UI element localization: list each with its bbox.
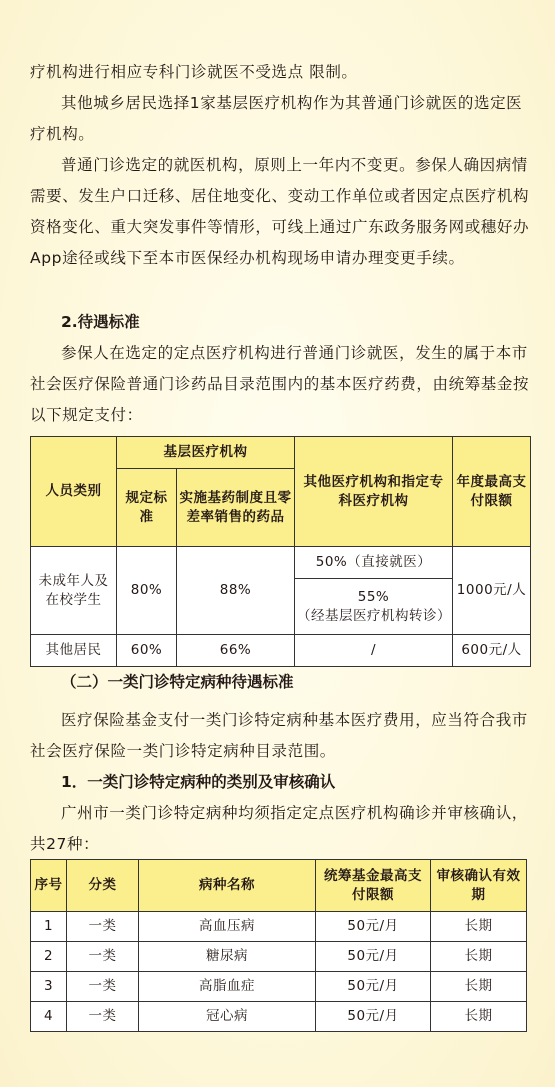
cell-minor-other-referral-rate: 55% [357, 588, 390, 605]
table-row [31, 1002, 527, 1032]
cell-other-residents-category: 其他居民 [31, 635, 117, 667]
cell-minor-other-direct: 50%（直接就医） [295, 547, 453, 579]
cell-minor-category: 未成年人及在校学生 [31, 547, 117, 635]
cell-serial: 4 [31, 1002, 67, 1032]
header-annual-cap: 年度最高支付限额 [453, 437, 531, 547]
table-row [31, 912, 527, 942]
cell-validity: 长期 [431, 942, 527, 972]
cell-other-residents-cap: 600元/人 [453, 635, 531, 667]
table-row [31, 942, 527, 972]
header-serial: 序号 [31, 860, 67, 912]
header-person-category: 人员类别 [31, 437, 117, 547]
cell-max-payment: 50元/月 [316, 972, 431, 1002]
cell-class: 一类 [67, 912, 139, 942]
cell-max-payment: 50元/月 [316, 912, 431, 942]
paragraph-p1: 疗机构进行相应专科门诊就医不受选点 限制。 [30, 63, 358, 81]
header-validity: 审核确认有效期 [431, 860, 527, 912]
paragraph-p4: 参保人在选定的定点医疗机构进行普通门诊就医，发生的属于本市社会医疗保险普通门诊药品目录范围内的基本医疗药费，由统筹基金按以下规定支付： [30, 344, 530, 424]
header-standard-rate: 规定标准 [117, 469, 177, 547]
cell-other-residents-essential: 66% [177, 635, 295, 667]
cell-other-residents-other: / [295, 635, 453, 667]
heading-special-disease-category: 1．一类门诊特定病种的类别及审核确认 [61, 773, 336, 791]
paragraph-p6: 广州市一类门诊特定病种均须指定定点医疗机构确诊并审核确认，共27种： [30, 804, 528, 853]
cell-class: 一类 [67, 942, 139, 972]
header-max-payment: 统筹基金最高支付限额 [316, 860, 431, 912]
table-row [31, 972, 527, 1002]
cell-disease-name: 糖尿病 [139, 942, 316, 972]
heading-special-disease-standard: （二）一类门诊特定病种待遇标准 [61, 673, 294, 691]
cell-class: 一类 [67, 972, 139, 1002]
cell-disease-name: 高血压病 [139, 912, 316, 942]
header-disease-name: 病种名称 [139, 860, 316, 912]
header-essential-drugs: 实施基药制度且零差率销售的药品 [177, 469, 295, 547]
treatment-standard-table [30, 436, 531, 667]
header-other-institution: 其他医疗机构和指定专科医疗机构 [295, 437, 453, 547]
heading-treatment-standard: 2.待遇标准 [61, 313, 140, 331]
cell-minor-other-referral [295, 579, 453, 635]
cell-max-payment: 50元/月 [316, 942, 431, 972]
cell-disease-name: 高脂血症 [139, 972, 316, 1002]
special-disease-table [30, 859, 527, 1032]
header-class: 分类 [67, 860, 139, 912]
cell-validity: 长期 [431, 1002, 527, 1032]
cell-minor-other-referral-note: （经基层医疗机构转诊） [297, 607, 451, 624]
cell-validity: 长期 [431, 912, 527, 942]
cell-serial: 3 [31, 972, 67, 1002]
header-basic-institution: 基层医疗机构 [117, 437, 295, 469]
cell-disease-name: 冠心病 [139, 1002, 316, 1032]
cell-max-payment: 50元/月 [316, 1002, 431, 1032]
cell-serial: 1 [31, 912, 67, 942]
paragraph-p5: 医疗保险基金支付一类门诊特定病种基本医疗费用，应当符合我市社会医疗保险一类门诊特定病种目录范围。 [30, 711, 528, 760]
cell-serial: 2 [31, 942, 67, 972]
cell-minor-essential: 88% [177, 547, 295, 635]
cell-minor-rate: 80% [117, 547, 177, 635]
cell-class: 一类 [67, 1002, 139, 1032]
cell-validity: 长期 [431, 972, 527, 1002]
cell-other-residents-rate: 60% [117, 635, 177, 667]
cell-minor-cap: 1000元/人 [453, 547, 531, 635]
paragraph-p2: 其他城乡居民选择1家基层医疗机构作为其普通门诊就医的选定医疗机构。 [30, 94, 523, 143]
paragraph-p3: 普通门诊选定的就医机构，原则上一年内不变更。参保人确因病情需要、发生户口迁移、居住地变化、变动工作单位或者因定点医疗机构资格变化、重大突发事件等情形，可线上通过广东政务服务网或穗好办App途径或线下至本市医保经办机构现场申请办理变更手续。 [30, 156, 530, 267]
